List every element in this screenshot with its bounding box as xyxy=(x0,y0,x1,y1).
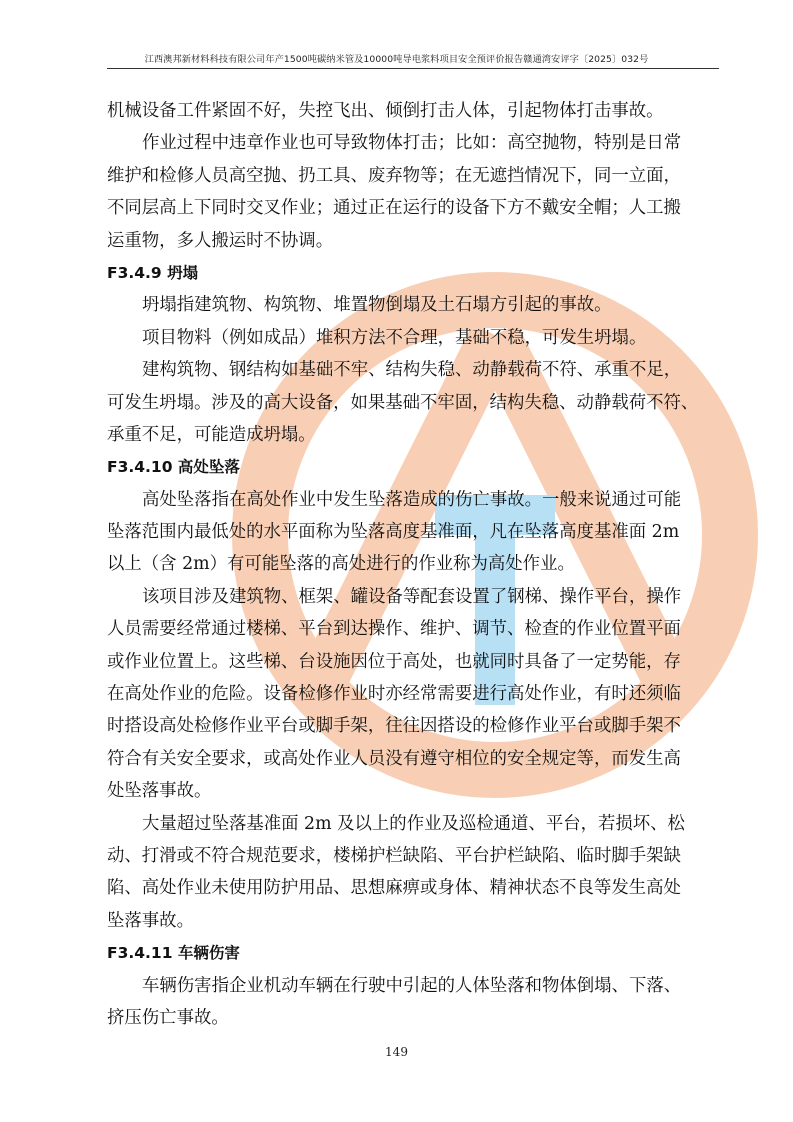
text-line: 车辆伤害指企业机动车辆在行驶中引起的人体坠落和物体倒塌、下落、 xyxy=(142,975,682,996)
text-line: 坍塌指建筑物、构筑物、堆置物倒塌及土石塌方引起的事故。 xyxy=(142,295,612,316)
text-line: 运重物，多人搬运时不协调。 xyxy=(107,230,334,251)
body-text xyxy=(107,95,719,1034)
text-line: 时搭设高处检修作业平台或脚手架，往往因搭设的检修作业平台或脚手架不 xyxy=(107,716,681,737)
text-line: 动、打滑或不符合规范要求，楼梯护栏缺陷、平台护栏缺陷、临时脚手架缺 xyxy=(107,845,681,866)
section-heading: F3.4.10 高处坠落 xyxy=(107,458,240,477)
text-line: 符合有关安全要求，或高处作业人员没有遵守相位的安全规定等，而发生高 xyxy=(107,748,681,769)
header-rule xyxy=(107,68,719,69)
text-line: 陷、高处作业未使用防护用品、思想麻痹或身体、精神状态不良等发生高处 xyxy=(107,878,681,899)
section-heading: F3.4.11 车辆伤害 xyxy=(107,944,240,963)
text-line: 挤压伤亡事故。 xyxy=(107,1007,229,1028)
text-line: 承重不足，可能造成坍塌。 xyxy=(107,424,316,445)
text-line: 维护和检修人员高空抛、扔工具、废弃物等；在无遮挡情况下，同一立面， xyxy=(107,165,681,186)
text-line: 不同层高上下同时交叉作业；通过正在运行的设备下方不戴安全帽；人工搬 xyxy=(107,198,681,219)
text-line: 处坠落事故。 xyxy=(107,781,212,802)
text-line: 作业过程中违章作业也可导致物体打击；比如：高空抛物，特别是日常 xyxy=(142,133,682,154)
text-line: 大量超过坠落基准面 2m 及以上的作业及巡检通道、平台，若损坏、松 xyxy=(142,813,685,834)
text-line: 以上（含 2m）有可能坠落的高处进行的作业称为高处作业。 xyxy=(107,554,575,575)
page-number: 149 xyxy=(385,1045,408,1059)
text-line: 在高处作业的危险。设备检修作业时亦经常需要进行高处作业，有时还须临 xyxy=(107,684,681,705)
running-header: 江西澳邦新材料科技有限公司年产1500吨碳纳米管及10000吨导电浆料项目安全预评价报告赣通湾安评字〔2025〕032号 xyxy=(144,54,649,65)
text-line: 机械设备工件紧固不好，失控飞出、倾倒打击人体，引起物体打击事故。 xyxy=(107,101,664,121)
text-line: 该项目涉及建筑物、框架、罐设备等配套设置了钢梯、操作平台，操作 xyxy=(142,586,682,607)
text-line: 建构筑物、钢结构如基础不牢、结构失稳、动静载荷不符、承重不足， xyxy=(142,360,682,381)
text-line: 坠落事故。 xyxy=(107,910,194,931)
text-line: 或作业位置上。这些梯、台设施因位于高处，也就同时具备了一定势能，存 xyxy=(107,651,681,672)
text-line: 可发生坍塌。涉及的高大设备，如果基础不牢固，结构失稳、动静载荷不符、 xyxy=(107,392,699,413)
text-line: 高处坠落指在高处作业中发生坠落造成的伤亡事故。一般来说通过可能 xyxy=(142,489,682,510)
text-line: 坠落范围内最低处的水平面称为坠落高度基准面，凡在坠落高度基准面 2m xyxy=(107,522,680,543)
text-line: 项目物料（例如成品）堆积方法不合理，基础不稳，可发生坍塌。 xyxy=(142,327,647,348)
text-line: 人员需要经常通过楼梯、平台到达操作、维护、调节、检查的作业位置平面 xyxy=(107,619,681,640)
section-heading: F3.4.9 坍塌 xyxy=(107,263,199,282)
